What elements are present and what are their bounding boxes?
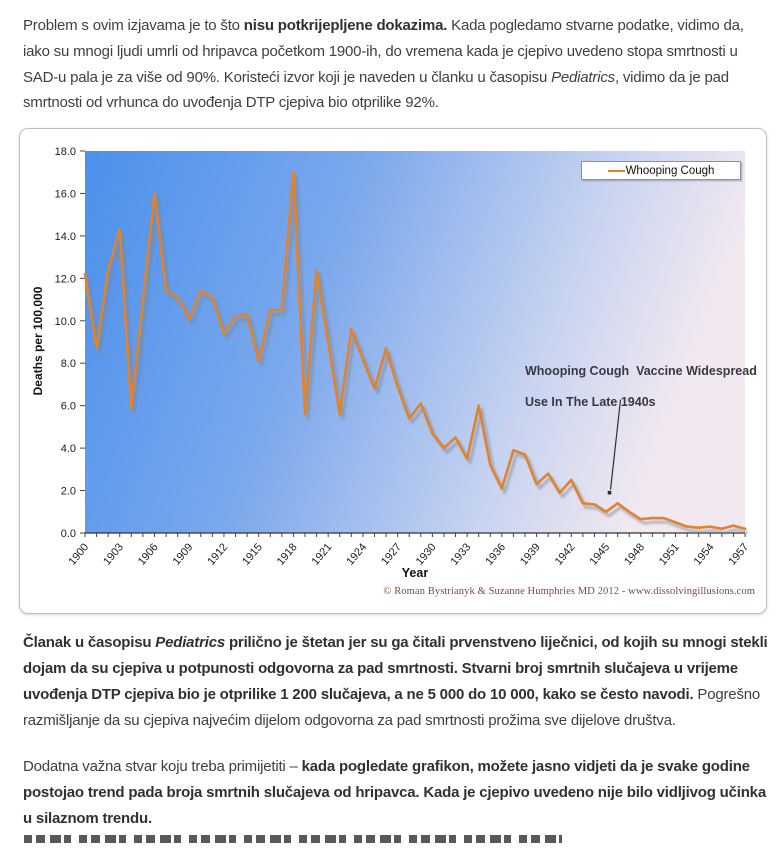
svg-text:1918: 1918	[274, 541, 300, 568]
svg-text:1927: 1927	[378, 541, 404, 568]
truncated-text-line	[24, 835, 562, 843]
svg-text:6.0: 6.0	[60, 400, 76, 413]
svg-text:1903: 1903	[101, 541, 127, 568]
y-axis-title: Deaths per 100,000	[31, 286, 45, 396]
svg-text:18.0: 18.0	[54, 146, 76, 159]
svg-text:1945: 1945	[587, 541, 613, 568]
svg-text:1909: 1909	[170, 541, 196, 568]
svg-text:14.0: 14.0	[54, 231, 76, 244]
svg-text:1954: 1954	[691, 541, 717, 568]
svg-text:1933: 1933	[448, 541, 474, 568]
x-axis-title: Year	[401, 566, 429, 581]
legend-line-swatch	[608, 170, 625, 172]
svg-text:1948: 1948	[622, 541, 648, 568]
svg-text:1930: 1930	[413, 541, 439, 568]
svg-text:16.0: 16.0	[54, 188, 76, 201]
svg-text:1939: 1939	[517, 541, 543, 568]
svg-text:2.0: 2.0	[60, 485, 76, 498]
chart-credit: © Roman Bystrianyk & Suzanne Humphries MD 2012 - www.dissolvingillusions.com	[383, 586, 755, 598]
annotation-line-1: Whooping Cough Vaccine Widespread	[525, 364, 757, 379]
svg-text:12.0: 12.0	[54, 273, 76, 286]
paragraph-trend: Dodatna važna stvar koju treba primijetiti – kada pogledate grafikon, možete jasno vidjeti da je svake godine postojao trend pada broja smrtnih slučajeva od hripavca. Kada je cjepivo uvedeno nije bilo vidljivog učinka u silaznom trendu.	[23, 758, 766, 827]
svg-text:1957: 1957	[726, 541, 752, 568]
legend-label: Whooping Cough	[625, 164, 715, 177]
chart-legend	[581, 161, 741, 180]
svg-text:1942: 1942	[552, 541, 578, 568]
vaccine-annotation	[525, 364, 757, 411]
svg-text:1921: 1921	[309, 541, 335, 568]
svg-text:1924: 1924	[344, 541, 370, 568]
paragraph-intro: Problem s ovim izjavama je to što nisu potkrijepljene dokazima. Kada pogledamo stvarne podatke, vidimo da, iako su mnogi ljudi umrli od hripavca početkom 1900-ih, do vremena kada je cjepivo uvedeno stopa smrtnosti u SAD-u pala je za više od 90%. Koristeći izvor koji je naveden u članku u časopisu Pediatrics, vidimo da je pad smrtnosti od vrhunca do uvođenja DTP cjepiva bio otprilike 92%.	[23, 17, 744, 112]
svg-text:1951: 1951	[656, 541, 682, 568]
whooping-cough-chart	[19, 128, 767, 614]
svg-text:1936: 1936	[483, 541, 509, 568]
svg-text:1915: 1915	[240, 541, 265, 568]
svg-text:1906: 1906	[135, 541, 161, 568]
svg-text:1900: 1900	[66, 541, 92, 568]
paragraph-pediatrics: Članak u časopisu Pediatrics prilično je štetan jer su ga čitali prvenstveno liječnici, od kojih su mnogi stekli dojam da su cjepiva u potpunosti odgovorna za pad smrtnosti. Stvarni broj smrtnih slučajeva u vrijeme uvođenja DTP cjepiva bio je otprilike 1 200 slučajeva, a ne 5 000 do 10 000, kako se često navodi. Pogrešno razmišljanje da su cjepiva najvećim dijelom odgovorna za pad smrtnosti prožima sve dijelove društva.	[23, 634, 768, 729]
annotation-line-2: Use In The Late 1940s	[525, 395, 656, 410]
svg-text:4.0: 4.0	[60, 443, 76, 456]
svg-text:8.0: 8.0	[60, 358, 76, 371]
svg-text:0.0: 0.0	[60, 528, 76, 541]
svg-text:1912: 1912	[205, 541, 231, 568]
svg-text:10.0: 10.0	[54, 315, 76, 328]
